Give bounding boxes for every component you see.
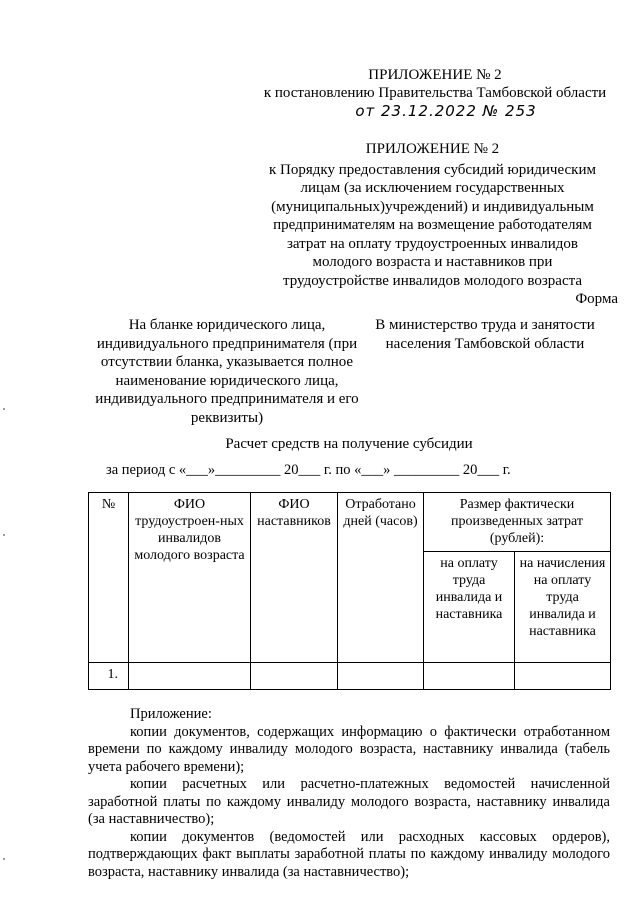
- header-fio-invalid: ФИО трудоустроен-ных инвалидов молодого возраста: [129, 493, 251, 663]
- header-worked-days: Отработано дней (часов): [338, 493, 424, 663]
- attachment-item-2: копии расчетных или расчетно-платежных ведомостей начисленной заработной платы по каждому инвалиду молодого возраста, наставнику инвалида (за наставничество);: [88, 776, 610, 827]
- order-line-7: трудоустройстве инвалидов молодого возраста: [282, 272, 583, 289]
- order-line-4: предпринимателям на возмещение работодателям: [273, 217, 592, 233]
- scan-mark: [3, 408, 5, 410]
- table-cell[interactable]: [338, 663, 424, 690]
- calc-title: Расчет средств на получение субсидии: [225, 436, 473, 452]
- form-label: Форма: [575, 291, 618, 307]
- appendix-title: ПРИЛОЖЕНИЕ № 2: [368, 67, 502, 83]
- order-line-5: затрат на оплату трудоустроенных инвалидов: [286, 235, 579, 252]
- table-cell[interactable]: [251, 663, 338, 690]
- header-fio-mentor: ФИО наставников: [251, 493, 338, 663]
- order-line-2: лицам (за исключением государственных: [300, 180, 565, 196]
- order-line-3: (муниципальных)учреждений) и индивидуальным: [271, 198, 594, 215]
- header-sub-pay: на оплату труда инвалида и наставника: [424, 552, 515, 663]
- order-line-6: молодого возраста и наставников при: [312, 254, 553, 270]
- scan-mark: [3, 534, 5, 536]
- table-cell[interactable]: [515, 663, 611, 690]
- attachments-heading: Приложение:: [130, 706, 212, 722]
- order-line-1: к Порядку предоставления субсидий юридическим: [269, 161, 596, 178]
- attachment-item-3: копии документов (ведомостей или расходных кассовых ордеров), подтверждающих факт выплаты заработной платы по каждому инвалиду молодого возраста, наставнику инвалида (за наставничество);: [88, 828, 610, 880]
- letterhead-line-2: индивидуального предпринимателя (при: [96, 335, 358, 352]
- attachment-item-1: копии документов, содержащих информацию о фактически отработанном времени по каждому инвалиду молодого возраста, наставнику инвалида (табель учета рабочего времени);: [88, 723, 610, 775]
- header-costs: Размер фактически произведенных затрат (рублей):: [424, 493, 611, 552]
- row-number: 1.: [89, 663, 129, 690]
- addressee-line-1: В министерство труда и занятости: [375, 317, 595, 333]
- appendix-title-2: ПРИЛОЖЕНИЕ № 2: [365, 141, 500, 157]
- addressee-line-2: населения Тамбовской области: [385, 335, 585, 352]
- letterhead-line-3: отсутствии бланка, указывается полное: [100, 354, 354, 370]
- subsidy-table: [88, 492, 611, 690]
- letterhead-line-6: реквизиты): [190, 409, 264, 426]
- scan-mark: [3, 858, 5, 860]
- letterhead-line-4: наименование юридического лица,: [115, 372, 339, 389]
- attachments: [88, 706, 610, 881]
- letterhead-line-5: индивидуального предпринимателя и его: [95, 391, 359, 407]
- letterhead-line-1: На бланке юридического лица,: [128, 317, 326, 333]
- header-number: №: [89, 493, 129, 663]
- table-cell[interactable]: [129, 663, 251, 690]
- handwritten-date-number: от 23.12.2022 № 253: [355, 102, 537, 120]
- period-line: за период с «___»_________ 20___ г. по «___» _________ 20___ г.: [106, 462, 511, 478]
- table-row: [89, 663, 611, 690]
- header-sub-accrual: на начисления на оплату труда инвалида и наставника: [515, 552, 611, 663]
- table-cell[interactable]: [424, 663, 515, 690]
- appendix-subtitle: к постановлению Правительства Тамбовской области: [263, 85, 607, 101]
